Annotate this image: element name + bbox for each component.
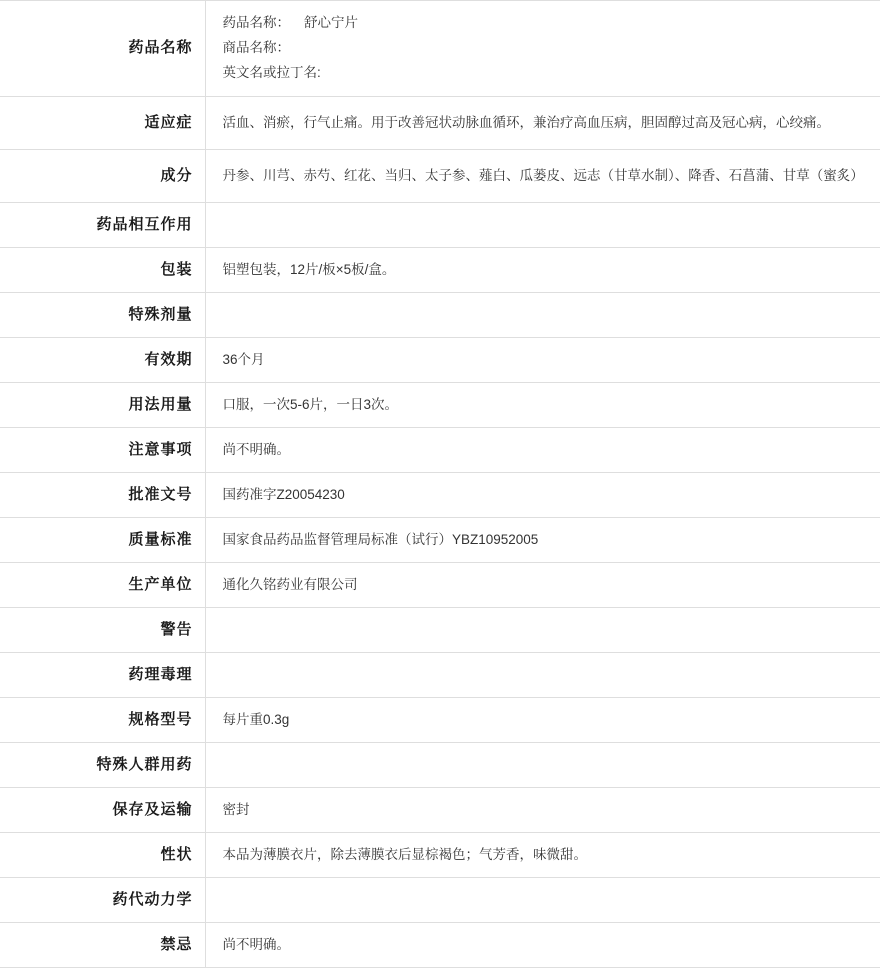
drug-name-line	[223, 11, 867, 36]
row-value: 尚不明确。	[222, 442, 290, 458]
row-value: 丹参、川芎、赤芍、红花、当归、太子参、薤白、瓜蒌皮、远志（甘草水制）、降香、石菖蒲、甘草（蜜炙）	[222, 168, 864, 184]
row-label: 禁忌	[0, 922, 205, 967]
table-row	[0, 517, 880, 562]
row-value: 36个月	[222, 352, 265, 368]
english-name-key: 英文名或拉丁名:	[222, 64, 321, 80]
row-value	[205, 292, 880, 337]
table-row	[0, 472, 880, 517]
row-label: 药品相互作用	[0, 202, 205, 247]
row-value: 密封	[222, 802, 250, 818]
row-label: 批准文号	[0, 472, 205, 517]
row-label: 警告	[0, 607, 205, 652]
table-row	[0, 247, 880, 292]
row-label: 药品名称	[0, 1, 205, 97]
table-row	[0, 337, 880, 382]
table-row	[0, 1, 880, 97]
table-row	[0, 877, 880, 922]
drug-name-block	[223, 11, 867, 86]
row-label: 成分	[0, 149, 205, 202]
row-label: 规格型号	[0, 697, 205, 742]
table-row	[0, 832, 880, 877]
row-label: 包装	[0, 247, 205, 292]
table-body	[0, 1, 880, 968]
row-value	[205, 652, 880, 697]
row-label: 特殊剂量	[0, 292, 205, 337]
row-label: 适应症	[0, 96, 205, 149]
row-label: 注意事项	[0, 427, 205, 472]
row-label: 药理毒理	[0, 652, 205, 697]
drug-name-key: 药品名称：	[222, 15, 290, 30]
row-value	[205, 1, 880, 97]
row-label: 药代动力学	[0, 877, 205, 922]
row-value: 本品为薄膜衣片，除去薄膜衣后显棕褐色；气芳香，味微甜。	[222, 847, 587, 863]
table-row	[0, 382, 880, 427]
table-row	[0, 787, 880, 832]
table-row	[0, 742, 880, 787]
row-value	[205, 742, 880, 787]
row-value	[205, 202, 880, 247]
row-label: 用法用量	[0, 382, 205, 427]
row-value: 国家食品药品监督管理局标准（试行）YBZ10952005	[222, 532, 539, 548]
row-value: 每片重0.3g	[222, 712, 290, 728]
table-row	[0, 149, 880, 202]
row-label: 性状	[0, 832, 205, 877]
row-label: 质量标准	[0, 517, 205, 562]
row-label: 特殊人群用药	[0, 742, 205, 787]
table-row	[0, 922, 880, 967]
table-row	[0, 292, 880, 337]
row-value: 尚不明确。	[222, 937, 290, 953]
row-value: 口服，一次5-6片，一日3次。	[222, 397, 399, 413]
english-name-line	[223, 61, 867, 86]
row-label: 有效期	[0, 337, 205, 382]
table-row	[0, 697, 880, 742]
row-value: 国药准字Z20054230	[222, 487, 345, 503]
row-value	[205, 607, 880, 652]
table-row	[0, 652, 880, 697]
row-label: 生产单位	[0, 562, 205, 607]
row-value: 铝塑包装，12片/板×5板/盒。	[222, 262, 396, 278]
trade-name-value	[290, 40, 304, 55]
trade-name-key: 商品名称：	[222, 39, 290, 55]
english-name-value	[321, 65, 335, 80]
table-row	[0, 96, 880, 149]
row-value: 通化久铭药业有限公司	[222, 577, 358, 593]
row-label: 保存及运输	[0, 787, 205, 832]
table-row	[0, 562, 880, 607]
drug-name-value: 舒心宁片	[304, 15, 358, 30]
row-value: 活血、消瘀，行气止痛。用于改善冠状动脉血循环，兼治疗高血压病，胆固醇过高及冠心病，心绞痛。	[222, 115, 830, 131]
row-value	[205, 877, 880, 922]
trade-name-line	[223, 36, 867, 61]
table-row	[0, 607, 880, 652]
table-row	[0, 427, 880, 472]
table-row	[0, 202, 880, 247]
